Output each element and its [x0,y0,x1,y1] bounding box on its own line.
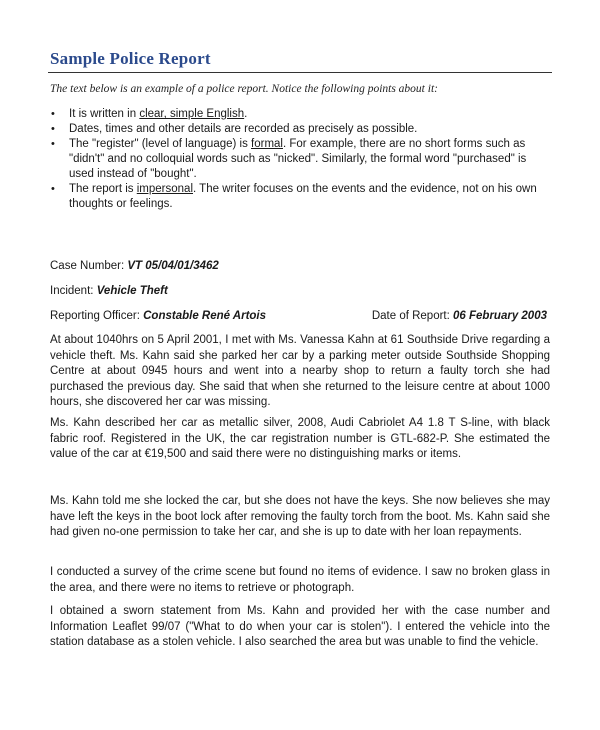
list-item: • Dates, times and other details are recorded as precisely as possible. [50,122,550,137]
incident-field [50,285,168,297]
report-date-field [372,310,547,322]
body-paragraph: At about 1040hrs on 5 April 2001, I met with Ms. Vanessa Kahn at 61 Southside Drive regarding a vehicle theft. Ms. Kahn said she parked her car by a parking meter outside Southside Shopping Centre at about 0945 hours and went into a nearby shop to return a faulty torch she had purchased the previous day. She said that when she returned to the leisure centre at about 1000 hours, she discovered her car was missing. [50,334,550,409]
officer-value: Constable René Artois [143,310,267,322]
body-paragraph: Ms. Kahn described her car as metallic silver, 2008, Audi Cabriolet A4 1.8 T S-line, with black fabric roof. Registered in the UK, the car registration number is GTL-682-P. She estimated the value of the car at €19,500 and said there were no distinguishing marks or items. [50,417,550,461]
list-item: • The "register" (level of language) is formal. For example, there are no short forms such as "didn't" and no colloquial words such as "nicked". Similarly, the formal word "purchased" is used instead of "bought". [50,137,550,182]
body-paragraph: I obtained a sworn statement from Ms. Kahn and provided her with the case number and Information Leaflet 99/07 ("What to do when your car is stolen"). I entered the vehicle into the station database as a stolen vehicle. I also searched the area but was unable to find the vehicle. [50,605,550,649]
incident-label: Incident: [50,285,94,297]
case-number-field [50,260,219,272]
body-paragraph: I conducted a survey of the crime scene but found no items of evidence. I saw no broken glass in the area, and there were no items to retrieve or photograph. [50,566,550,594]
body-paragraph: Ms. Kahn told me she locked the car, but she does not have the keys. She now believes she may have left the keys in the boot lock after removing the faulty torch from the boot. Ms. Kahn said she had given no-one permission to take her car, and she is up to date with her loan repayments. [50,495,550,539]
list-item: • The report is impersonal. The writer focuses on the events and the evidence, not on his own thoughts or feelings. [50,182,550,212]
page-title: Sample Police Report [50,49,211,68]
report-date-value: 06 February 2003 [453,310,547,322]
officer-label: Reporting Officer: [50,310,140,322]
incident-value: Vehicle Theft [96,285,168,297]
case-number-label: Case Number: [50,260,125,272]
title-rule [48,72,552,73]
officer-field [50,310,266,322]
list-item: • It is written in clear, simple English. [50,107,550,122]
bullet-list [50,107,550,212]
intro-text: The text below is an example of a police report. Notice the following points about it: [50,83,438,95]
case-number-value: VT 05/04/01/3462 [127,260,219,272]
report-date-label: Date of Report: [371,310,450,322]
